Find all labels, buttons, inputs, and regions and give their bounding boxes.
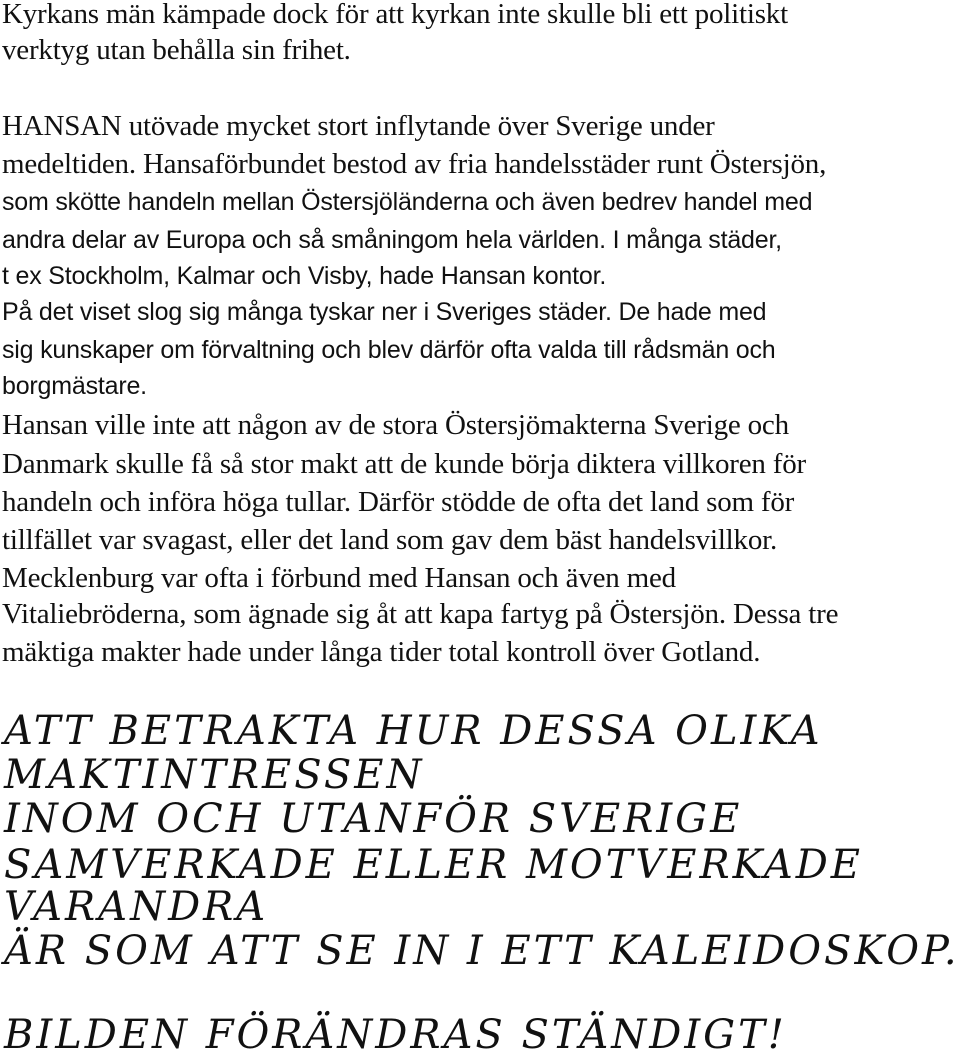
text-line: Mecklenburg var ofta i förbund med Hansan och även med	[2, 562, 676, 594]
text-line: mäktiga makter hade under långa tider total kontroll över Gotland.	[2, 636, 761, 668]
text-line: t ex Stockholm, Kalmar och Visby, hade Hansan kontor.	[2, 262, 607, 290]
script-line: MAKTINTRESSEN	[4, 752, 425, 798]
script-line: ATT BETRAKTA HUR DESSA OLIKA	[4, 708, 823, 754]
script-line: SAMVERKADE ELLER MOTVERKADE	[4, 842, 863, 888]
text-line: borgmästare.	[2, 372, 147, 400]
text-line: HANSAN utövade mycket stort inflytande över Sverige under	[2, 110, 715, 142]
text-line: som skötte handeln mellan Östersjöländerna och även bedrev handel med	[2, 188, 813, 216]
text-line: handeln och införa höga tullar. Därför stödde de ofta det land som för	[2, 486, 795, 518]
script-line: VARANDRA	[4, 884, 269, 930]
text-line: Kyrkans män kämpade dock för att kyrkan inte skulle bli ett politiskt	[2, 0, 788, 30]
text-line: Danmark skulle få så stor makt att de kunde börja diktera villkoren för	[2, 448, 806, 480]
text-line: sig kunskaper om förvaltning och blev därför ofta valda till rådsmän och	[2, 336, 776, 364]
text-line: Vitaliebröderna, som ägnade sig åt att kapa fartyg på Östersjön. Dessa tre	[2, 598, 839, 630]
script-line: ÄR SOM ATT SE IN I ETT KALEIDOSKOP.	[4, 928, 960, 974]
text-line: medeltiden. Hansaförbundet bestod av fria handelsstäder runt Östersjön,	[2, 148, 827, 180]
text-line: På det viset slog sig många tyskar ner i Sveriges städer. De hade med	[2, 298, 767, 326]
text-line: andra delar av Europa och så småningom hela världen. I många städer,	[2, 226, 782, 254]
text-line: tillfället var svagast, eller det land som gav dem bäst handelsvillkor.	[2, 524, 778, 556]
text-line: Hansan ville inte att någon av de stora Östersjömakterna Sverige och	[2, 409, 789, 441]
script-line: INOM OCH UTANFÖR SVERIGE	[4, 796, 743, 842]
text-line: verktyg utan behålla sin frihet.	[2, 34, 351, 66]
script-line: BILDEN FÖRÄNDRAS STÄNDIGT!	[4, 1012, 787, 1058]
